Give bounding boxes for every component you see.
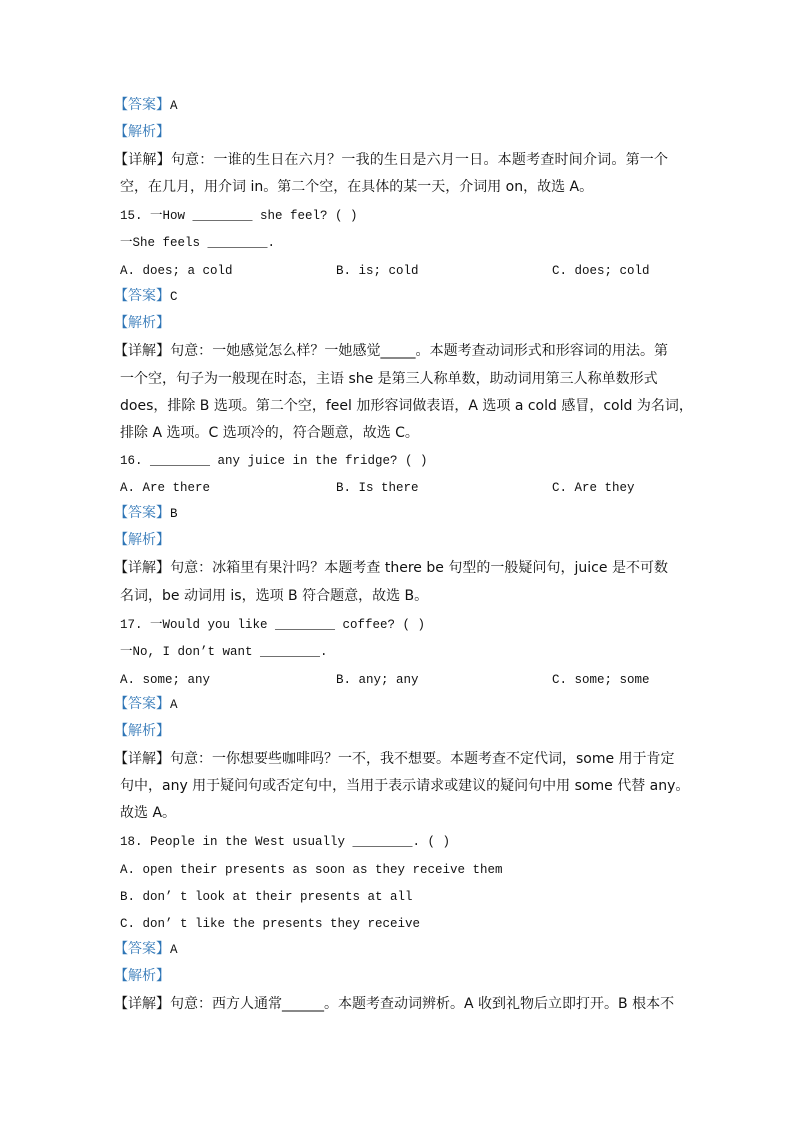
option-a: A. open their presents as soon as they receive them — [120, 863, 503, 877]
analysis-label: 【解析】 — [114, 315, 170, 331]
option-a: A. some; any — [120, 673, 211, 687]
analysis-label: 【解析】 — [114, 723, 170, 739]
question-15-stem-2: 一She feels ________. — [120, 236, 276, 250]
detail-label: 【详解】 — [114, 996, 170, 1012]
answer-value: A — [170, 698, 178, 712]
option-c: C. don’ t like the presents they receive — [120, 917, 421, 931]
option-a: A. Are there — [120, 481, 211, 495]
answer-value: B — [170, 507, 178, 521]
detail-line — [114, 749, 675, 769]
option-c: C. some; some — [552, 673, 650, 687]
answer-label: 【答案】 — [114, 696, 170, 712]
question-15-stem: 15. 一How ________ she feel? ( ) — [120, 209, 358, 223]
detail-label: 【详解】 — [114, 560, 171, 576]
detail-text: 句意：一你想要些咖啡吗？一不，我不想要。本题考查不定代词，some 用于肯定 — [170, 751, 675, 767]
option-a: A. does; a cold — [120, 264, 233, 278]
detail-text: 句意：西方人通常______。本题考查动词辨析。A 收到礼物后立即打开。B 根本不 — [170, 996, 675, 1012]
option-b: B. don’ t look at their presents at all — [120, 890, 413, 904]
answer-line — [114, 286, 178, 307]
detail-text: 句意：一她感觉怎么样？一她感觉_____。本题考查动词形式和形容词的用法。第 — [170, 343, 668, 359]
answer-value: A — [170, 99, 178, 113]
answer-value: C — [170, 290, 178, 304]
detail-line: does，排除 B 选项。第二个空，feel 加形容词做表语，A 选项 a cold 感冒，cold 为名词， — [120, 398, 693, 414]
detail-line — [114, 558, 669, 578]
answer-label: 【答案】 — [114, 941, 170, 957]
detail-text: 句意：冰箱里有果汁吗？本题考查 there be 句型的一般疑问句，juice 是不可数 — [170, 560, 669, 576]
detail-line: 故选 A。 — [120, 805, 177, 821]
answer-line — [114, 503, 178, 524]
analysis-label: 【解析】 — [114, 968, 170, 984]
option-c: C. Are they — [552, 481, 635, 495]
answer-value: A — [170, 943, 178, 957]
question-18-stem: 18. People in the West usually ________. ( ) — [120, 835, 451, 849]
detail-line: 排除 A 选项。C 选项冷的，符合题意，故选 C。 — [120, 425, 419, 441]
answer-label: 【答案】 — [114, 288, 170, 304]
answer-label: 【答案】 — [114, 97, 170, 113]
option-b: B. Is there — [336, 481, 419, 495]
detail-line: 名词，be 动词用 is，选项 B 符合题意，故选 B。 — [120, 588, 429, 604]
detail-line — [114, 994, 675, 1014]
answer-line — [114, 95, 178, 116]
option-b: B. any; any — [336, 673, 419, 687]
answer-label: 【答案】 — [114, 505, 170, 521]
question-16-stem: 16. ________ any juice in the fridge? ( ) — [120, 454, 428, 468]
analysis-label: 【解析】 — [114, 532, 170, 548]
question-17-stem-2: 一No, I don’t want ________. — [120, 645, 328, 659]
analysis-label: 【解析】 — [114, 124, 170, 140]
answer-line — [114, 694, 178, 715]
detail-text: 句意：一谁的生日在六月？一我的生日是六月一日。本题考查时间介词。第一个 — [170, 152, 668, 168]
detail-line: 句中，any 用于疑问句或否定句中，当用于表示请求或建议的疑问句中用 some 代替 any。 — [120, 778, 690, 794]
option-c: C. does; cold — [552, 264, 650, 278]
detail-line — [114, 150, 668, 170]
detail-label: 【详解】 — [114, 751, 170, 767]
option-b: B. is; cold — [336, 264, 419, 278]
detail-line: 空，在几月，用介词 in。第二个空，在具体的某一天，介词用 on，故选 A。 — [120, 179, 594, 195]
answer-line — [114, 939, 178, 960]
detail-label: 【详解】 — [114, 152, 171, 168]
detail-line: 一个空，句子为一般现在时态，主语 she 是第三人称单数，助动词用第三人称单数形式 — [120, 371, 658, 387]
question-17-stem: 17. 一Would you like ________ coffee? ( ) — [120, 618, 426, 632]
detail-line — [114, 341, 668, 361]
detail-label: 【详解】 — [114, 343, 171, 359]
